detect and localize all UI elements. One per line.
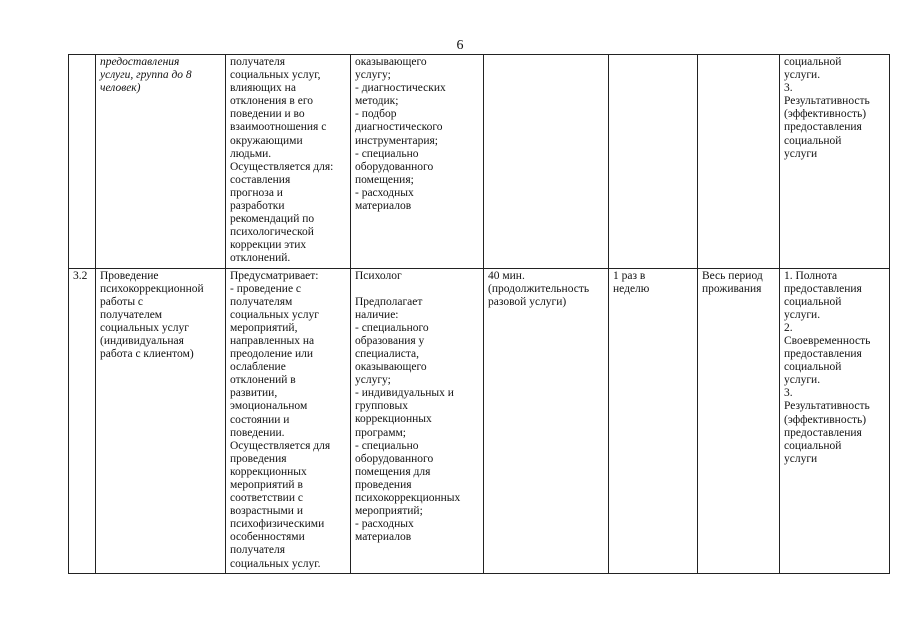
cell-service-name: предоставления услуги, группа до 8 человек): [96, 55, 226, 269]
cell-frequency: 1 раз в неделю: [609, 268, 698, 573]
cell-period: Весь период проживания: [698, 268, 780, 573]
cell-service-conditions: [351, 268, 484, 573]
conditions-text: Предполагает наличие: - специального образования у специалиста, оказывающего услугу; - индивидуальных и групповых коррекционных программ; - специально оборудованного помещения для проведения психокоррекционных мероприятий; - расходных материалов: [355, 295, 461, 544]
cell-frequency: [609, 55, 698, 269]
cell-service-name: Проведение психокоррекционной работы с получателем социальных услуг (индивидуальная работа с клиентом): [96, 268, 226, 573]
cell-num: [69, 55, 96, 269]
cell-num: 3.2: [69, 268, 96, 573]
cell-service-content: получателя социальных услуг, влияющих на отклонения в его поведении и во взаимоотношения с окружающими людьми. Осуществляется для: составления прогноза и разработки рекомендаций по психологической коррекции этих отклонений.: [226, 55, 351, 269]
services-table: [68, 54, 890, 574]
table-row-continued: [69, 55, 890, 269]
cell-service-conditions: оказывающего услугу; - диагностических методик; - подбор диагностического инструментария; - специально оборудованного помещения; - расходных материалов: [351, 55, 484, 269]
page-number: 6: [456, 38, 464, 53]
specialist-label: Психолог: [355, 269, 402, 282]
cell-period: [698, 55, 780, 269]
table-row-3-2: [69, 268, 890, 573]
cell-service-content: Предусматривает: - проведение с получателям социальных услуг мероприятий, направленных на преодоление или ослабление отклонений в развитии, эмоциональном состоянии и поведении. Осуществляется для проведения коррекционных мероприятий в соответствии с возрастными и психофизическими особенностями получателя социальных услуг.: [226, 268, 351, 573]
cell-duration: 40 мин. (продолжительность разовой услуги): [484, 268, 609, 573]
cell-indicators: социальной услуги. 3. Результативность (эффективность) предоставления социальной услуги: [780, 55, 890, 269]
cell-duration: [484, 55, 609, 269]
cell-indicators: 1. Полнота предоставления социальной услуги. 2. Своевременность предоставления социальной услуги. 3. Результативность (эффективность) предоставления социальной услуги: [780, 268, 890, 573]
